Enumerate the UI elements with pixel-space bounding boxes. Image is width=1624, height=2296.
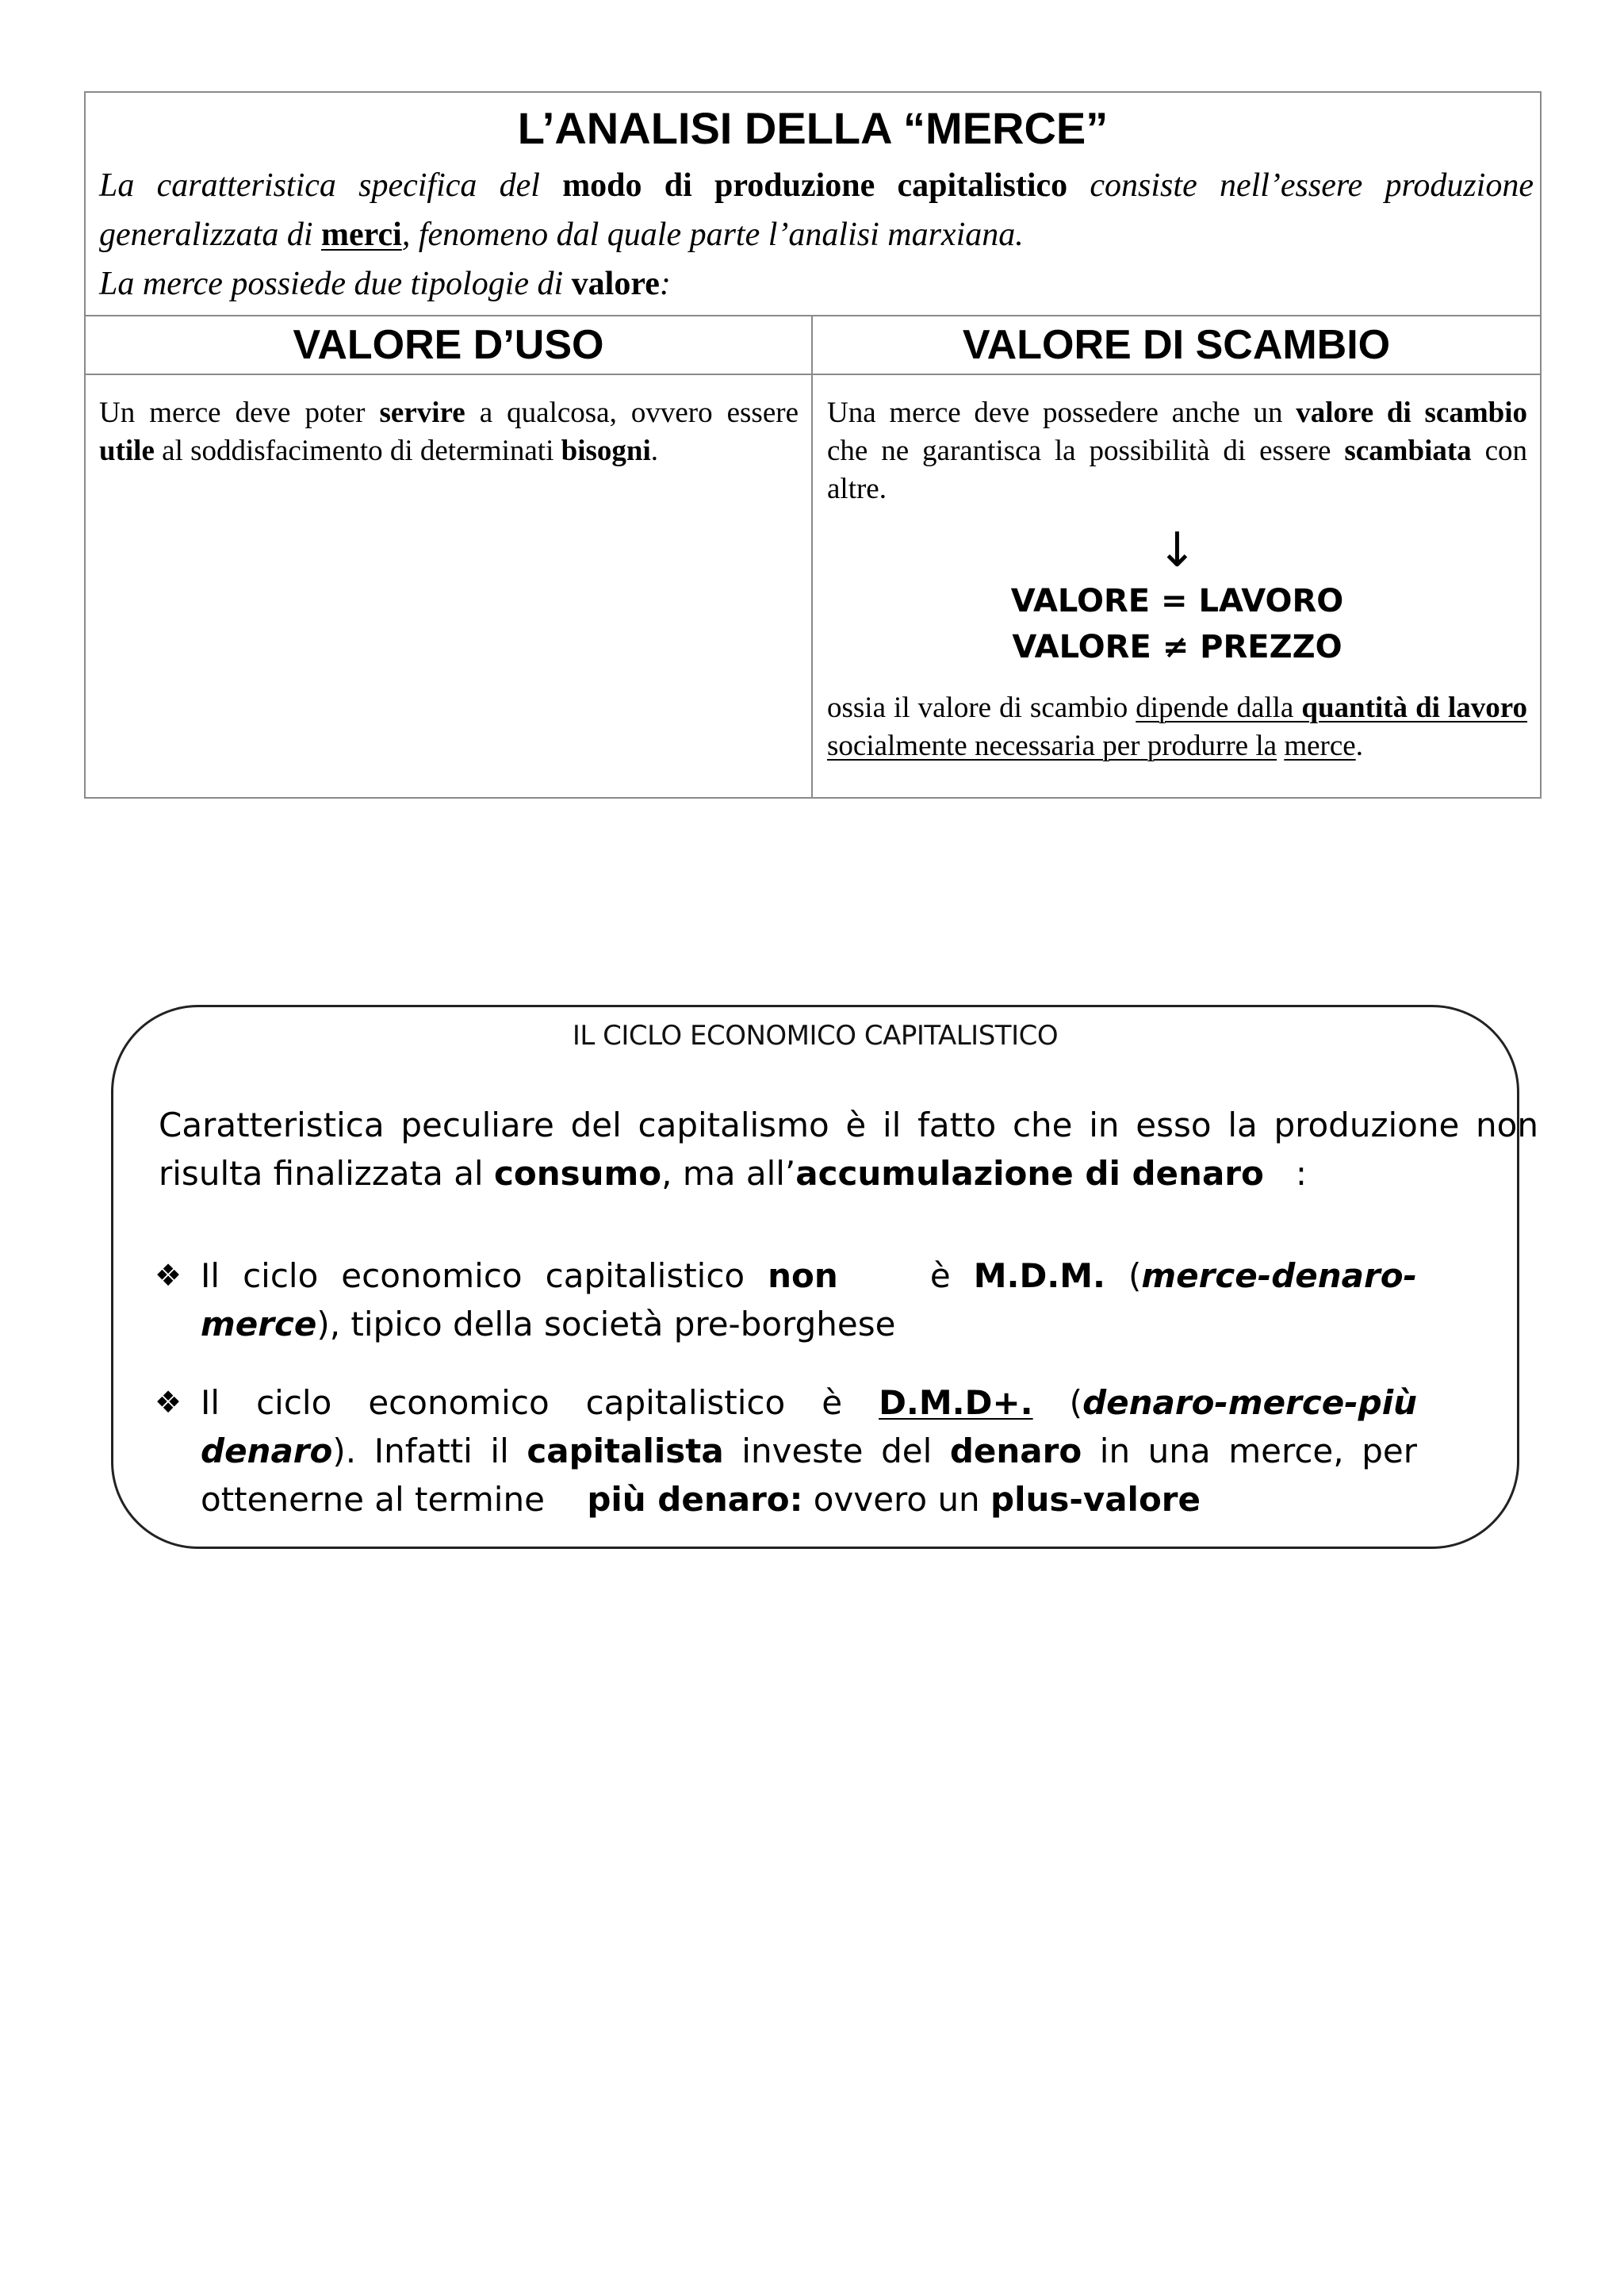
cell-text: al soddisfacimento di determinati <box>154 435 561 467</box>
economic-cycle-box <box>111 1005 1538 1549</box>
table-header-row <box>86 315 1540 374</box>
item-bold-italic: denaro-merce-più denaro <box>201 1383 1417 1470</box>
intro-bold: consumo <box>493 1154 662 1193</box>
intro-text: La merce possiede due tipologie di <box>99 266 572 302</box>
intro-text: : <box>1263 1154 1308 1193</box>
equation-valore-prezzo: VALORE ≠ PREZZO <box>1012 629 1342 665</box>
item-bold: M.D.M. <box>973 1256 1106 1295</box>
intro-bold: modo di produzione capitalistico <box>562 167 1068 204</box>
cell-underline: dipende dalla <box>1136 692 1302 724</box>
diamond-bullet-icon: ❖ <box>155 1258 182 1293</box>
cell-bold: servire <box>379 397 465 429</box>
table-body-row <box>86 374 1540 797</box>
cell-text: con altre. <box>827 435 1527 505</box>
item-text: investe del <box>723 1432 950 1470</box>
down-arrow-icon: ↓ <box>1157 523 1197 578</box>
item-bold: denaro <box>949 1432 1082 1470</box>
list-item <box>155 1251 1544 1348</box>
item-bold-italic: merce-denaro-merce <box>201 1256 1417 1343</box>
item-bold: più denaro: <box>587 1480 803 1519</box>
table-intro <box>86 161 1540 315</box>
intro-bold: valore <box>571 266 660 302</box>
equation-valore-lavoro: VALORE = LAVORO <box>1010 583 1344 619</box>
item-text: Il ciclo economico capitalistico è <box>201 1383 879 1422</box>
intro-text: La caratteristica specifica del <box>99 167 563 204</box>
cell-text: Una merce deve possedere anche un <box>827 397 1297 429</box>
intro-text: , fenomeno dal quale parte l’analisi marxiana. <box>401 217 1024 253</box>
list-item <box>155 1378 1544 1524</box>
intro-text: : <box>659 266 671 302</box>
item-text: ), tipico della società pre-borghese <box>316 1305 896 1343</box>
intro-text: Caratteristica peculiare del capitalismo è il fatto che in esso la produzione non risulta finalizzata al <box>159 1106 1538 1193</box>
diamond-bullet-icon: ❖ <box>155 1385 182 1420</box>
header-valore-uso: VALORE D’USO <box>86 316 813 374</box>
table-title: L’ANALISI DELLA “MERCE” <box>517 103 1109 153</box>
cell-text <box>1277 730 1284 762</box>
item-bold: capitalista <box>527 1432 724 1470</box>
cell-text: . <box>1355 730 1363 762</box>
item-text: in una merce, per ottenerne al termine <box>201 1432 1428 1519</box>
cell-bold: utile <box>99 435 155 467</box>
merce-analysis-table <box>84 91 1542 799</box>
list-item-text <box>201 1251 1544 1348</box>
cell-bold: valore di scambio <box>1296 397 1527 429</box>
intro-bold: accumulazione di denaro <box>795 1154 1264 1193</box>
item-bold: plus-valore <box>990 1480 1201 1519</box>
cell-bold: scambiata <box>1344 435 1472 467</box>
cell-bold: bisogni <box>561 435 651 467</box>
cell-text: Un merce deve poter <box>99 397 380 429</box>
header-valore-scambio: VALORE DI SCAMBIO <box>962 322 1391 368</box>
cell-bold-underline: quantità di lavoro <box>1301 692 1528 724</box>
cell-underline: merce <box>1284 730 1356 762</box>
intro-text: consiste nell’essere produzione generalizzata di <box>99 167 1534 253</box>
item-text: ovvero un <box>802 1480 991 1519</box>
cell-text: . <box>650 435 658 467</box>
cell-text: a qualcosa, ovvero essere <box>465 397 799 429</box>
item-bold-underline: D.M.D+. <box>879 1383 1033 1422</box>
intro-bold-underline: merci <box>321 217 402 253</box>
item-text: è <box>837 1256 974 1295</box>
item-text: ). Infatti il <box>332 1432 527 1470</box>
item-text: ( <box>1032 1383 1083 1422</box>
cycle-intro <box>159 1101 1538 1198</box>
cell-underline: socialmente necessaria per produrre la <box>827 730 1277 762</box>
cycle-list <box>155 1251 1544 1554</box>
cycle-title: IL CICLO ECONOMICO CAPITALISTICO <box>572 1020 1059 1052</box>
list-item-text <box>201 1378 1544 1524</box>
item-text: Il ciclo economico capitalistico <box>201 1256 768 1295</box>
cell-text: che ne garantisca la possibilità di essere <box>827 435 1345 467</box>
cell-valore-uso <box>86 375 813 797</box>
item-text: ( <box>1105 1256 1142 1295</box>
item-bold: non <box>768 1256 838 1295</box>
intro-text: , ma all’ <box>661 1154 796 1193</box>
cell-valore-scambio <box>813 375 1540 797</box>
cell-text: ossia il valore di scambio <box>827 692 1136 724</box>
